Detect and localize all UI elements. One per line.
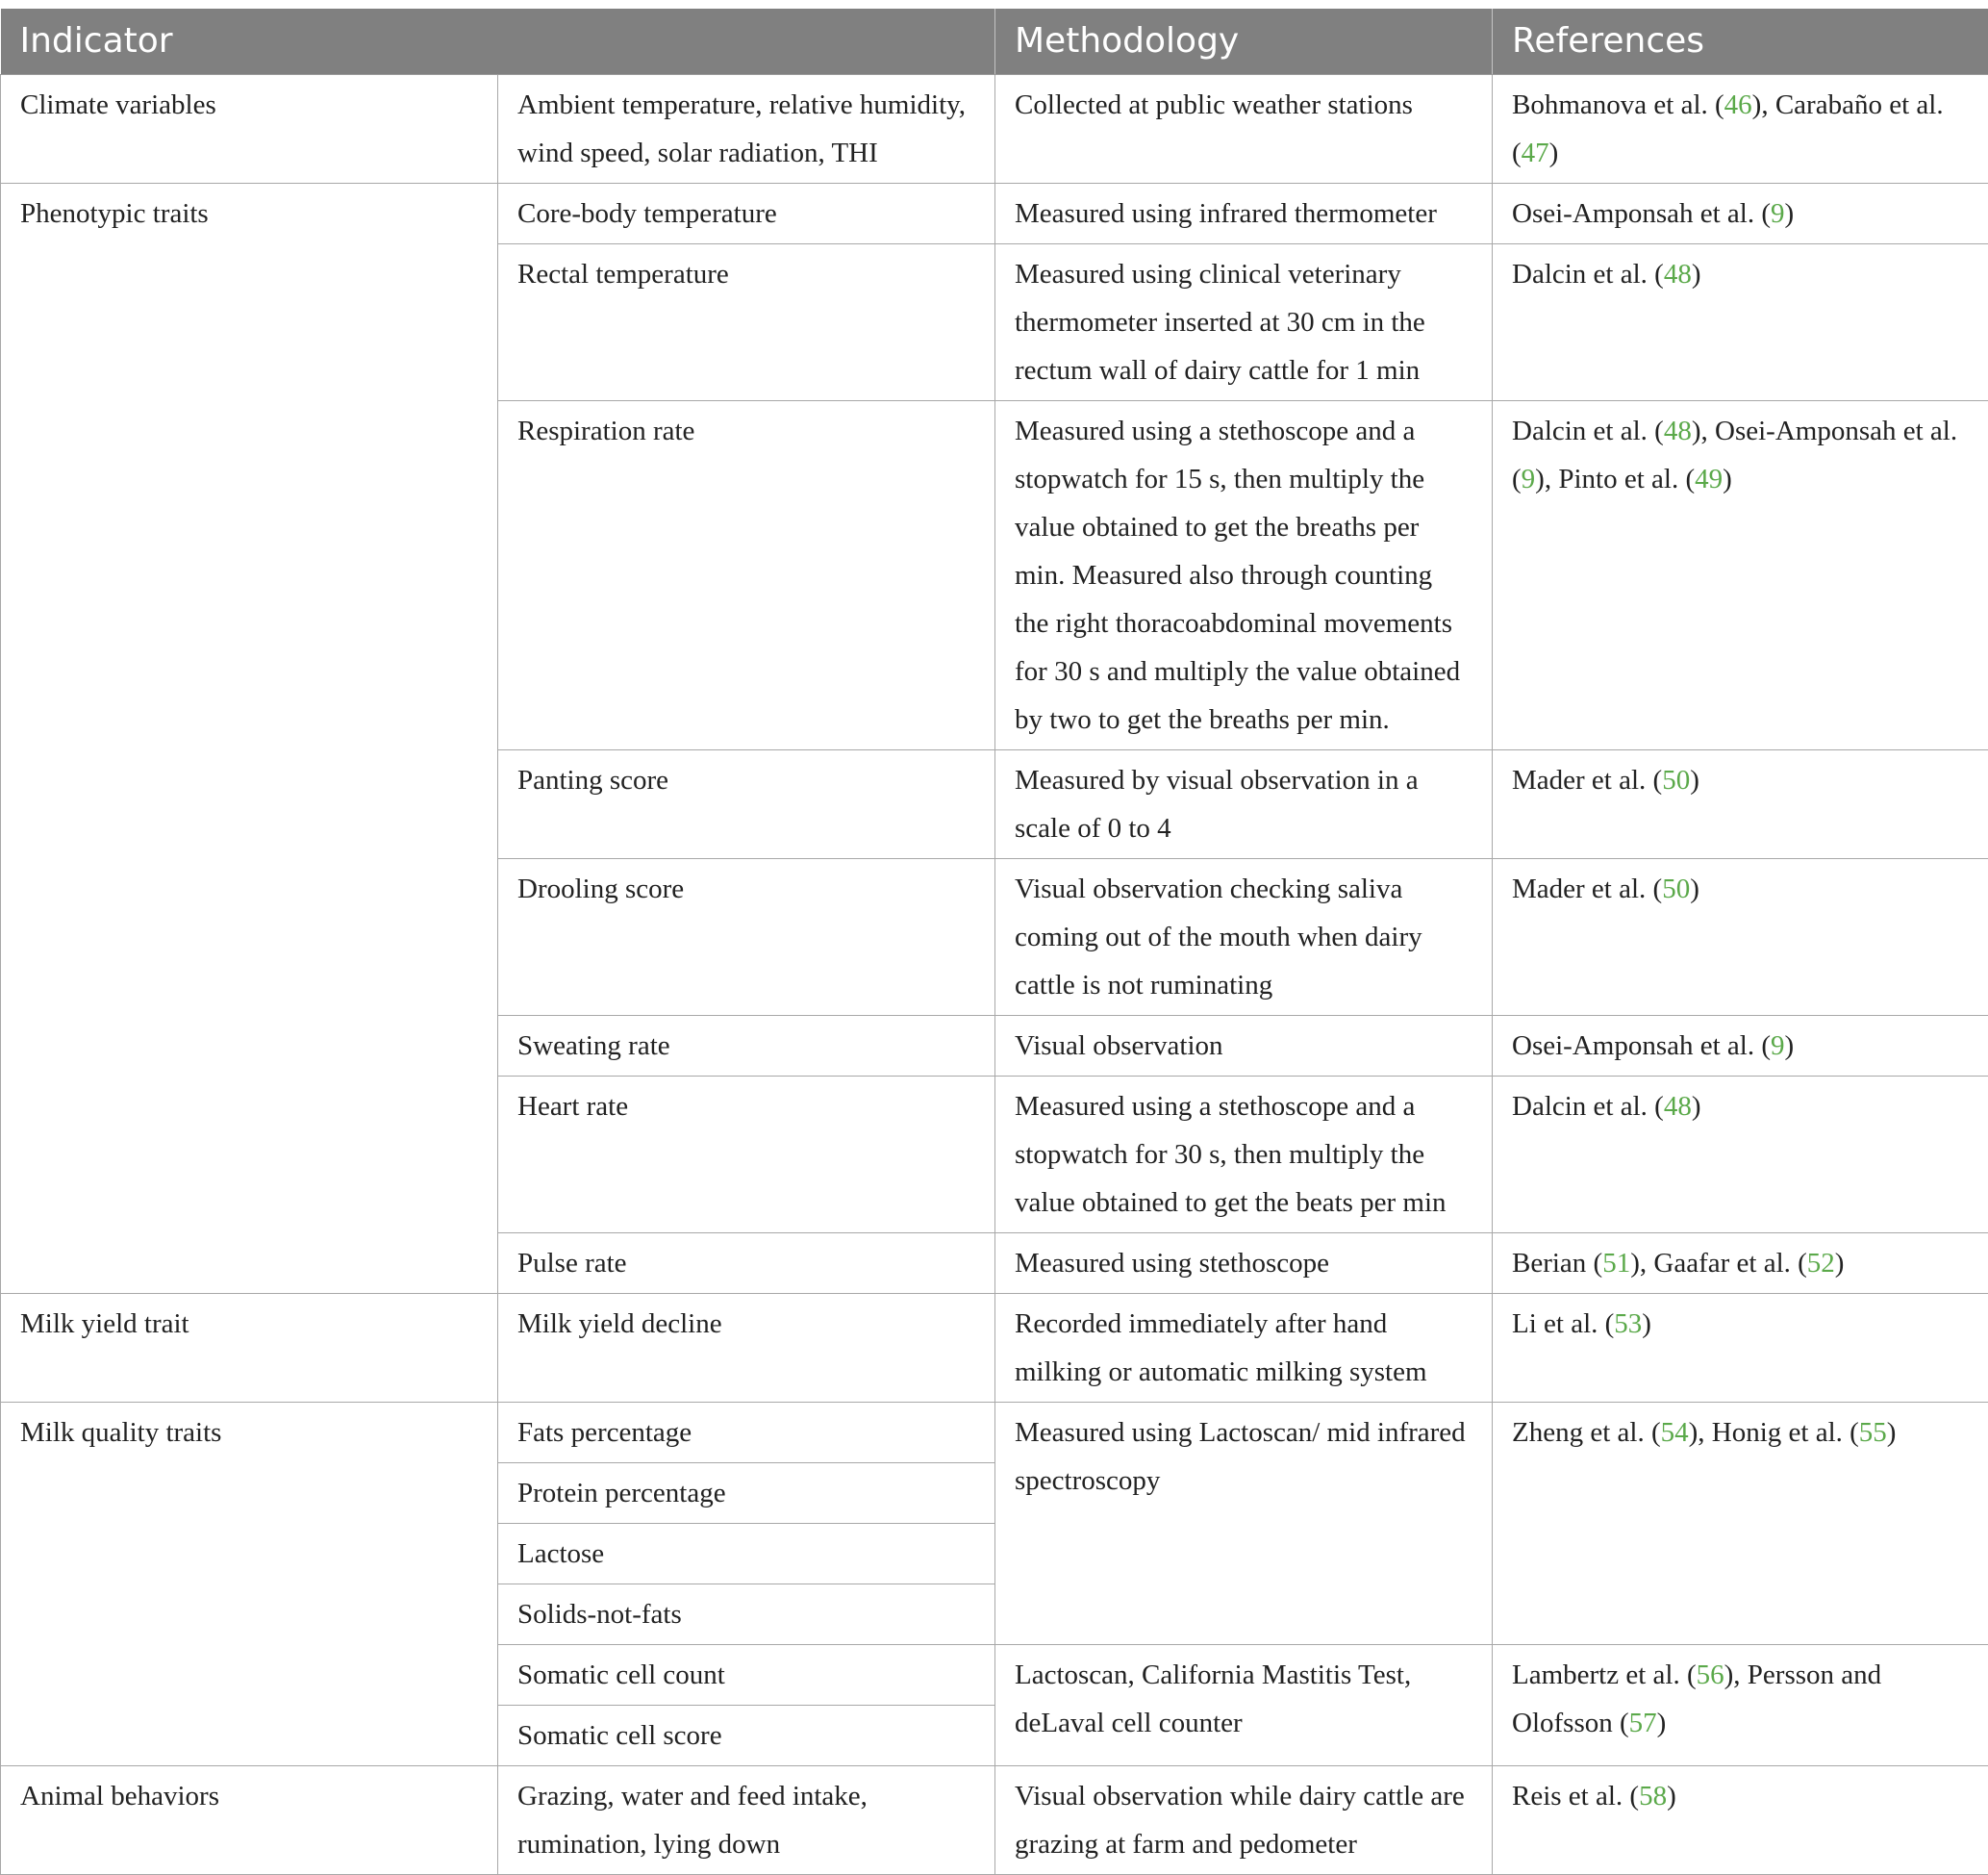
method-cell: Lactoscan, California Mastitis Test, deLaval cell counter — [995, 1645, 1493, 1766]
citation-link[interactable]: 46 — [1724, 89, 1752, 120]
refs-cell — [1493, 1233, 1988, 1294]
citation-link[interactable]: 54 — [1661, 1417, 1689, 1448]
table-row — [1, 1403, 1988, 1463]
item-cell: Heart rate — [498, 1077, 995, 1233]
reference-author: Osei-Amponsah et al. ( — [1512, 1030, 1771, 1061]
item-cell: Rectal temperature — [498, 244, 995, 401]
item-cell: Milk yield decline — [498, 1294, 995, 1403]
refs-cell — [1493, 75, 1988, 184]
reference-close: ) — [1692, 259, 1701, 290]
reference-author: Pinto et al. ( — [1558, 464, 1695, 494]
reference-author: Lambertz et al. ( — [1512, 1660, 1697, 1690]
refs-cell — [1493, 1403, 1988, 1645]
item-cell: Panting score — [498, 750, 995, 859]
method-cell: Visual observation checking saliva coming out of the mouth when dairy cattle is not ruminating — [995, 859, 1493, 1016]
item-cell: Lactose — [498, 1524, 995, 1584]
item-cell: Protein percentage — [498, 1463, 995, 1524]
reference-close: ) — [1667, 1781, 1676, 1812]
header-indicator: Indicator — [1, 9, 995, 75]
method-cell: Visual observation — [995, 1016, 1493, 1077]
reference-author: Berian ( — [1512, 1248, 1602, 1279]
method-cell: Measured using Lactoscan/ mid infrared spectroscopy — [995, 1403, 1493, 1645]
citation-link[interactable]: 50 — [1662, 765, 1690, 796]
header-methodology: Methodology — [995, 9, 1493, 75]
reference-close: ) — [1785, 1030, 1795, 1061]
reference-author: Dalcin et al. ( — [1512, 259, 1664, 290]
item-cell: Respiration rate — [498, 401, 995, 750]
reference-close: ) — [1657, 1708, 1667, 1738]
method-cell: Measured by visual observation in a scale of 0 to 4 — [995, 750, 1493, 859]
group-cell: Climate variables — [1, 75, 498, 184]
reference-close: ) — [1723, 464, 1732, 494]
reference-close: ) — [1887, 1417, 1897, 1448]
citation-link[interactable]: 56 — [1697, 1660, 1724, 1690]
method-cell: Measured using clinical veterinary thermometer inserted at 30 cm in the rectum wall of dairy cattle for 1 min — [995, 244, 1493, 401]
reference-author: Honig et al. ( — [1712, 1417, 1859, 1448]
table-row — [1, 1294, 1988, 1403]
item-cell: Sweating rate — [498, 1016, 995, 1077]
reference-close: ) — [1549, 138, 1559, 168]
refs-cell — [1493, 184, 1988, 244]
reference-author: Persson and Olofsson ( — [1512, 1660, 1881, 1738]
refs-cell — [1493, 401, 1988, 750]
item-cell: Drooling score — [498, 859, 995, 1016]
item-cell: Pulse rate — [498, 1233, 995, 1294]
reference-close: ), — [1752, 89, 1775, 120]
reference-close: ) — [1692, 1091, 1701, 1122]
reference-author: Li et al. ( — [1512, 1308, 1614, 1339]
citation-link[interactable]: 58 — [1639, 1781, 1667, 1812]
citation-link[interactable]: 51 — [1602, 1248, 1630, 1279]
reference-author: Reis et al. ( — [1512, 1781, 1639, 1812]
table-header — [1, 9, 1988, 75]
method-cell: Measured using a stethoscope and a stopwatch for 15 s, then multiply the value obtained to get the breaths per min. Measured also through counting the right thoracoabdominal movements for 30 s and multiply the value obtained by two to get the breaths per min. — [995, 401, 1493, 750]
item-cell: Somatic cell count — [498, 1645, 995, 1706]
header-references: References — [1493, 9, 1988, 75]
reference-author: Osei-Amponsah et al. ( — [1512, 198, 1771, 229]
group-cell: Phenotypic traits — [1, 184, 498, 1294]
reference-close: ) — [1690, 874, 1699, 904]
reference-close: ), — [1724, 1660, 1748, 1690]
method-cell: Measured using a stethoscope and a stopwatch for 30 s, then multiply the value obtained to get the beats per min — [995, 1077, 1493, 1233]
reference-author: Gaafar et al. ( — [1653, 1248, 1806, 1279]
citation-link[interactable]: 50 — [1662, 874, 1690, 904]
refs-cell — [1493, 1766, 1988, 1875]
method-cell: Measured using stethoscope — [995, 1233, 1493, 1294]
reference-author: Osei-Amponsah et al. ( — [1512, 416, 1957, 494]
reference-close: ), — [1692, 416, 1715, 446]
reference-close: ), — [1689, 1417, 1712, 1448]
method-cell: Measured using infrared thermometer — [995, 184, 1493, 244]
citation-link[interactable]: 48 — [1664, 1091, 1692, 1122]
table-row — [1, 184, 1988, 244]
reference-close: ) — [1785, 198, 1795, 229]
reference-author: Zheng et al. ( — [1512, 1417, 1661, 1448]
method-cell: Recorded immediately after hand milking or automatic milking system — [995, 1294, 1493, 1403]
citation-link[interactable]: 53 — [1614, 1308, 1642, 1339]
table-row — [1, 75, 1988, 184]
method-cell: Visual observation while dairy cattle are grazing at farm and pedometer — [995, 1766, 1493, 1875]
reference-close: ) — [1690, 765, 1699, 796]
group-cell: Milk yield trait — [1, 1294, 498, 1403]
group-cell: Animal behaviors — [1, 1766, 498, 1875]
item-cell: Fats percentage — [498, 1403, 995, 1463]
item-cell: Grazing, water and feed intake, rumination, lying down — [498, 1766, 995, 1875]
citation-link[interactable]: 52 — [1807, 1248, 1835, 1279]
reference-author: Carabaño et al. ( — [1512, 89, 1944, 168]
refs-cell — [1493, 244, 1988, 401]
refs-cell — [1493, 859, 1988, 1016]
reference-close: ), — [1535, 464, 1558, 494]
citation-link[interactable]: 49 — [1695, 464, 1723, 494]
citation-link[interactable]: 9 — [1771, 1030, 1785, 1061]
reference-author: Dalcin et al. ( — [1512, 1091, 1664, 1122]
citation-link[interactable]: 47 — [1522, 138, 1549, 168]
indicator-table — [0, 9, 1988, 1875]
reference-close: ), — [1630, 1248, 1653, 1279]
citation-link[interactable]: 55 — [1859, 1417, 1887, 1448]
refs-cell — [1493, 1016, 1988, 1077]
refs-cell — [1493, 750, 1988, 859]
table-row — [1, 1766, 1988, 1875]
reference-close: ) — [1835, 1248, 1845, 1279]
item-cell: Somatic cell score — [498, 1706, 995, 1766]
citation-link[interactable]: 9 — [1771, 198, 1785, 229]
group-cell: Milk quality traits — [1, 1403, 498, 1766]
reference-author: Mader et al. ( — [1512, 765, 1662, 796]
reference-author: Dalcin et al. ( — [1512, 416, 1664, 446]
refs-cell — [1493, 1077, 1988, 1233]
method-cell: Collected at public weather stations — [995, 75, 1493, 184]
reference-author: Bohmanova et al. ( — [1512, 89, 1724, 120]
refs-cell — [1493, 1645, 1988, 1766]
item-cell: Ambient temperature, relative humidity, wind speed, solar radiation, THI — [498, 75, 995, 184]
table-body — [1, 75, 1988, 1875]
reference-close: ) — [1642, 1308, 1651, 1339]
reference-author: Mader et al. ( — [1512, 874, 1662, 904]
citation-link[interactable]: 48 — [1664, 416, 1692, 446]
citation-link[interactable]: 9 — [1522, 464, 1536, 494]
item-cell: Solids-not-fats — [498, 1584, 995, 1645]
refs-cell — [1493, 1294, 1988, 1403]
item-cell: Core-body temperature — [498, 184, 995, 244]
citation-link[interactable]: 48 — [1664, 259, 1692, 290]
citation-link[interactable]: 57 — [1629, 1708, 1657, 1738]
